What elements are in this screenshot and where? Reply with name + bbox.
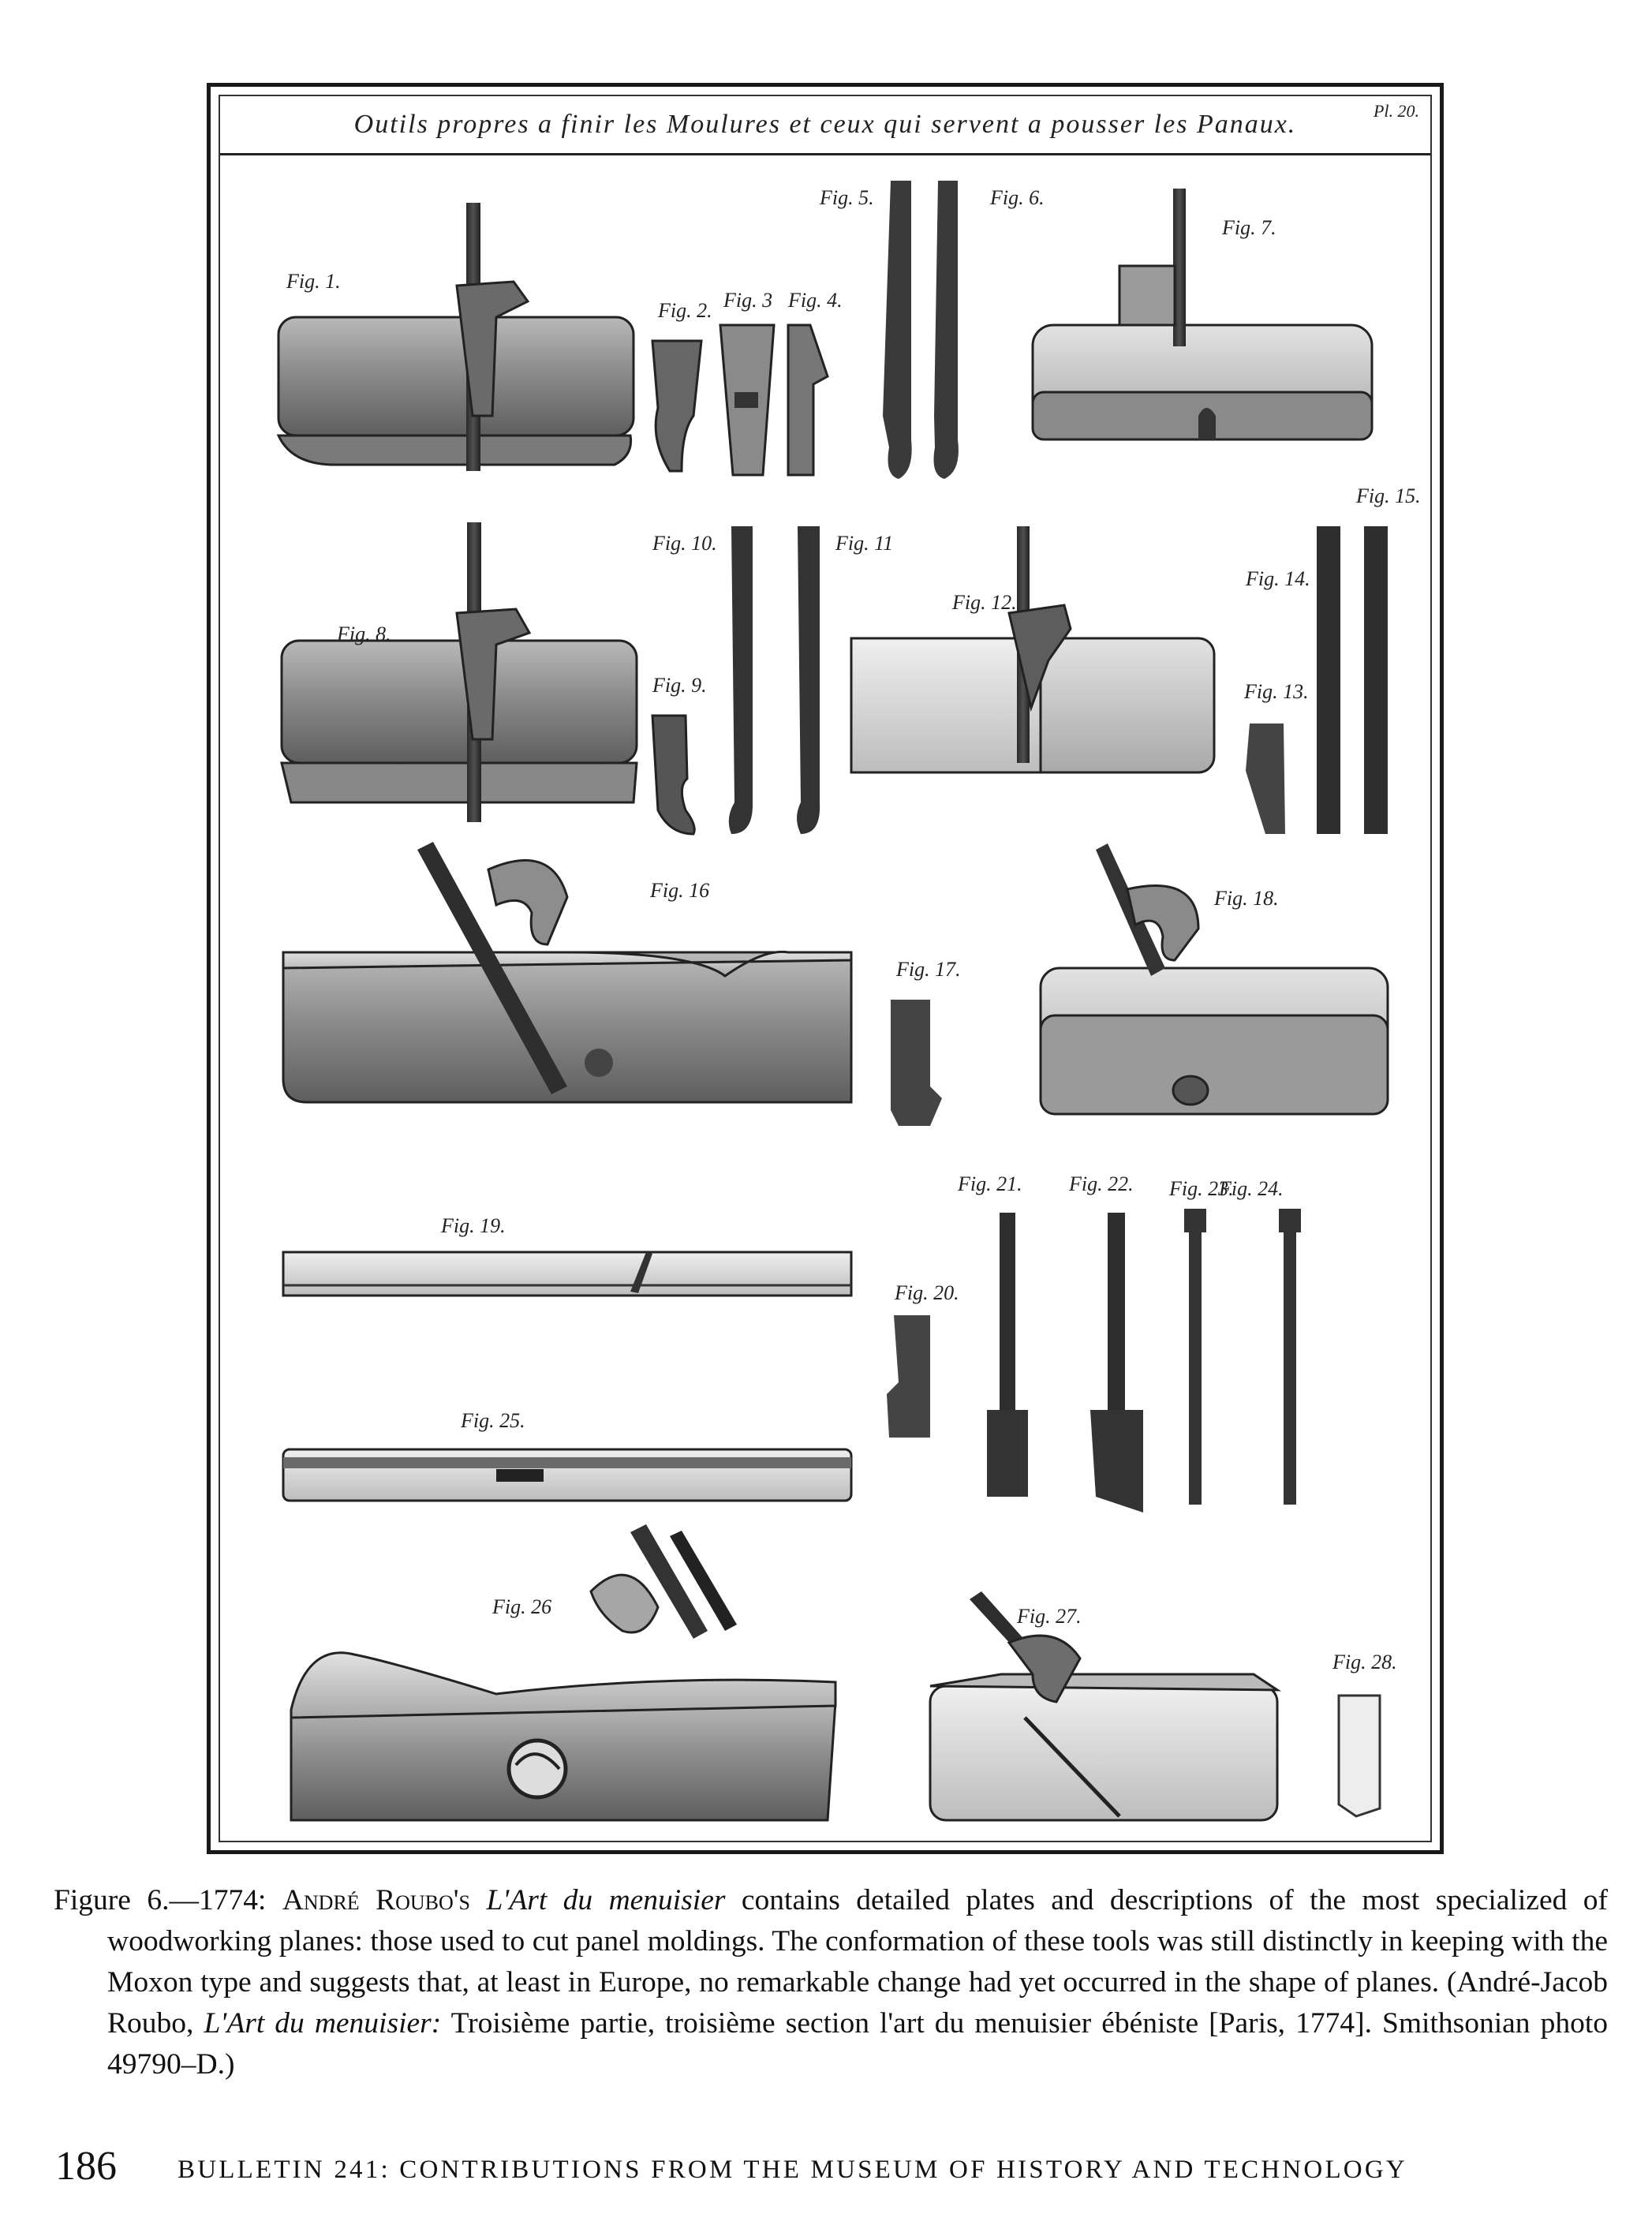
fig23-label: Fig. 23. — [1169, 1177, 1234, 1200]
fig17-iron — [891, 1000, 942, 1126]
caption-text-1: contains detailed plates and descriptions of the most specialized of woodworking planes: those used to cut panel moldings. The conformation of these tools was still distinctly in keeping with the Moxon type and suggests that, at least in Europe, no remarkable change had yet occurred in the shape of planes. (André-Jacob Roubo, — [107, 1884, 1609, 2040]
fig10-long-iron — [729, 526, 753, 834]
plate-title: Outils propres a finir les Moulures et ceux qui servent a pousser les Panaux. — [220, 96, 1430, 155]
fig27-plane — [930, 1591, 1277, 1820]
fig26-label: Fig. 26 — [492, 1595, 552, 1618]
fig6-label: Fig. 6. — [990, 186, 1045, 209]
fig9-label: Fig. 9. — [652, 674, 707, 697]
fig4-iron — [788, 325, 828, 475]
fig25-label: Fig. 25. — [461, 1409, 525, 1432]
fig19-label: Fig. 19. — [441, 1214, 506, 1237]
fig15-label: Fig. 15. — [1356, 484, 1421, 507]
caption-author: André Roubo's — [282, 1884, 470, 1916]
fig28-label: Fig. 28. — [1332, 1651, 1397, 1673]
fig27-label: Fig. 27. — [1017, 1605, 1082, 1628]
fig1-molding-plane — [278, 203, 634, 471]
plate-number: Pl. 20. — [1373, 101, 1419, 121]
fig20-iron — [887, 1315, 930, 1438]
fig5-long-iron — [883, 181, 912, 479]
fig6-long-iron — [934, 181, 959, 479]
caption-text-2: Troisième partie, troisième section l'art du menuisier ébéniste [Paris, 1774]. Smithsonian photo 49790–D.) — [107, 2007, 1608, 2081]
fig22-label: Fig. 22. — [1069, 1172, 1134, 1195]
fig21-iron — [987, 1213, 1028, 1497]
fig16-label: Fig. 16 — [650, 879, 710, 902]
fig10-label: Fig. 10. — [652, 532, 717, 555]
plate-inner-border — [219, 95, 1432, 1842]
fig4-label: Fig. 4. — [788, 289, 843, 312]
fig2-label: Fig. 2. — [658, 299, 712, 322]
caption-work-title-2: L'Art du menuisier: — [204, 2007, 442, 2040]
fig7-plane — [1033, 189, 1372, 439]
caption-work-title: L'Art du menuisier — [486, 1884, 726, 1916]
fig23-iron — [1184, 1209, 1206, 1505]
fig3-wedge — [720, 325, 774, 475]
fig25-plane-strip — [283, 1449, 851, 1501]
fig15-long-iron — [1364, 526, 1388, 834]
fig9-iron — [652, 716, 694, 834]
fig21-label: Fig. 21. — [958, 1172, 1022, 1195]
fig12-label: Fig. 12. — [952, 591, 1017, 614]
fig14-label: Fig. 14. — [1246, 567, 1310, 590]
fig19-plane-strip — [283, 1252, 851, 1296]
engraved-plate — [207, 83, 1444, 1854]
fig13-label: Fig. 13. — [1244, 680, 1309, 703]
fig11-label: Fig. 11 — [835, 532, 894, 555]
fig8-label: Fig. 8. — [337, 623, 391, 645]
fig7-label: Fig. 7. — [1222, 216, 1276, 239]
fig11-long-iron — [797, 526, 820, 834]
fig22-iron — [1090, 1213, 1143, 1512]
caption-lead: Figure 6.—1774: — [54, 1884, 282, 1916]
fig5-label: Fig. 5. — [820, 186, 874, 209]
fig12-plane — [851, 526, 1214, 772]
fig20-label: Fig. 20. — [895, 1281, 959, 1304]
fig3-label: Fig. 3 — [723, 289, 773, 312]
fig24-label: Fig. 24. — [1219, 1177, 1284, 1200]
caption-paragraph — [54, 1880, 1608, 2085]
page-footer — [0, 2143, 1652, 2190]
fig16-plane — [283, 842, 851, 1102]
figure-caption — [54, 1880, 1608, 2085]
fig28-iron — [1339, 1696, 1380, 1816]
fig18-plane — [1041, 843, 1388, 1114]
running-head: BULLETIN 241: CONTRIBUTIONS FROM THE MUSEUM OF HISTORY AND TECHNOLOGY — [178, 2156, 1407, 2184]
fig8-molding-plane — [282, 522, 637, 822]
page-number: 186 — [55, 2144, 117, 2189]
fig2-iron — [652, 341, 701, 471]
plate-illustration — [220, 155, 1432, 1842]
fig1-label: Fig. 1. — [286, 270, 341, 293]
fig17-label: Fig. 17. — [896, 958, 961, 981]
fig18-label: Fig. 18. — [1214, 887, 1279, 910]
fig24-iron — [1279, 1209, 1301, 1505]
fig26-large-plane — [291, 1524, 835, 1820]
fig14-long-iron — [1317, 526, 1340, 834]
fig13-iron — [1246, 724, 1285, 834]
